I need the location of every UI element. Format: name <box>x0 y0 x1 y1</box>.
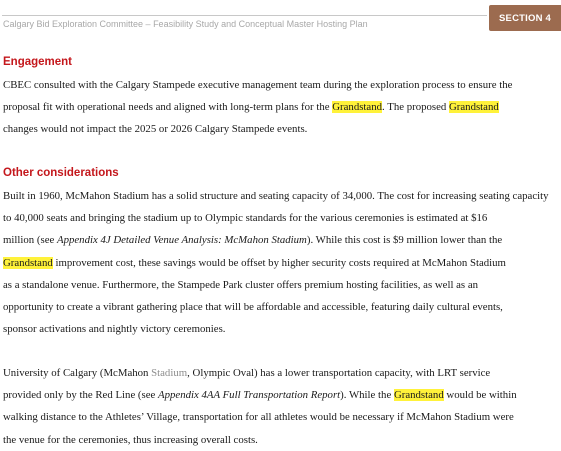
paragraph-line: changes would not impact the 2025 or 2026 Calgary Stampede events. <box>3 123 308 136</box>
mcmahon-paragraph <box>3 185 549 340</box>
highlighted-term: Grandstand <box>449 101 499 114</box>
university-paragraph <box>3 362 527 451</box>
engagement-paragraph <box>3 74 527 141</box>
paragraph-line: University of Calgary (McMahon Stadium, Olympic Oval) has a lower transportation capacity, with LRT service <box>3 367 491 379</box>
paragraph-line: opportunity to create a vibrant gathering place that will be affordable and accessible, featuring daily cultural events, <box>3 301 503 314</box>
paragraph-line: proposal fit with operational needs and aligned with long-term plans for the Grandstand. The proposed Grandstand <box>3 101 499 114</box>
highlighted-term: Grandstand <box>393 389 444 402</box>
appendix-reference: Appendix 4J Detailed Venue Analysis: McMahon Stadium <box>56 234 307 247</box>
paragraph-line: as a standalone venue. Furthermore, the Stampede Park cluster offers premium hosting facilities, as well as an <box>3 278 479 291</box>
engagement-heading: Engagement <box>3 56 73 68</box>
paragraph-line: to 40,000 seats and bringing the stadium up to Olympic standards for the various ceremonies is estimated at $16 <box>3 212 488 225</box>
paragraph-line: provided only by the Red Line (see Appendix 4AA Full Transportation Report). While the Grandstand would be within <box>3 389 517 402</box>
highlighted-term: Grandstand <box>3 256 53 269</box>
paragraph-line: Built in 1960, McMahon Stadium has a solid structure and seating capacity of 34,000. The cost for increasing seating capacity <box>3 190 549 202</box>
paragraph-line: sponsor activations and nightly victory ceremonies. <box>3 323 226 336</box>
paragraph-line: Grandstand improvement cost, these savings would be offset by higher security costs required at McMahon Stadium <box>3 256 506 269</box>
section-tab: SECTION 4 <box>489 5 561 31</box>
header-rule <box>2 15 487 16</box>
paragraph-line: CBEC consulted with the Calgary Stampede executive management team during the exploration process to ensure the <box>3 79 513 91</box>
other-considerations-heading: Other considerations <box>3 167 119 179</box>
paragraph-line: walking distance to the Athletes’ Village, transportation for all athletes would be necessary if McMahon Stadium were <box>3 411 514 424</box>
appendix-reference: Appendix 4AA Full Transportation Report <box>158 389 341 402</box>
document-header-title: Calgary Bid Exploration Committee – Feasibility Study and Conceptual Master Hosting Plan <box>3 19 368 29</box>
paragraph-line: million (see Appendix 4J Detailed Venue Analysis: McMahon Stadium). While this cost is $9 million lower than the <box>3 234 503 247</box>
highlighted-term: Grandstand <box>332 101 383 114</box>
paragraph-line: the venue for the ceremonies, thus increasing overall costs. <box>3 433 258 446</box>
